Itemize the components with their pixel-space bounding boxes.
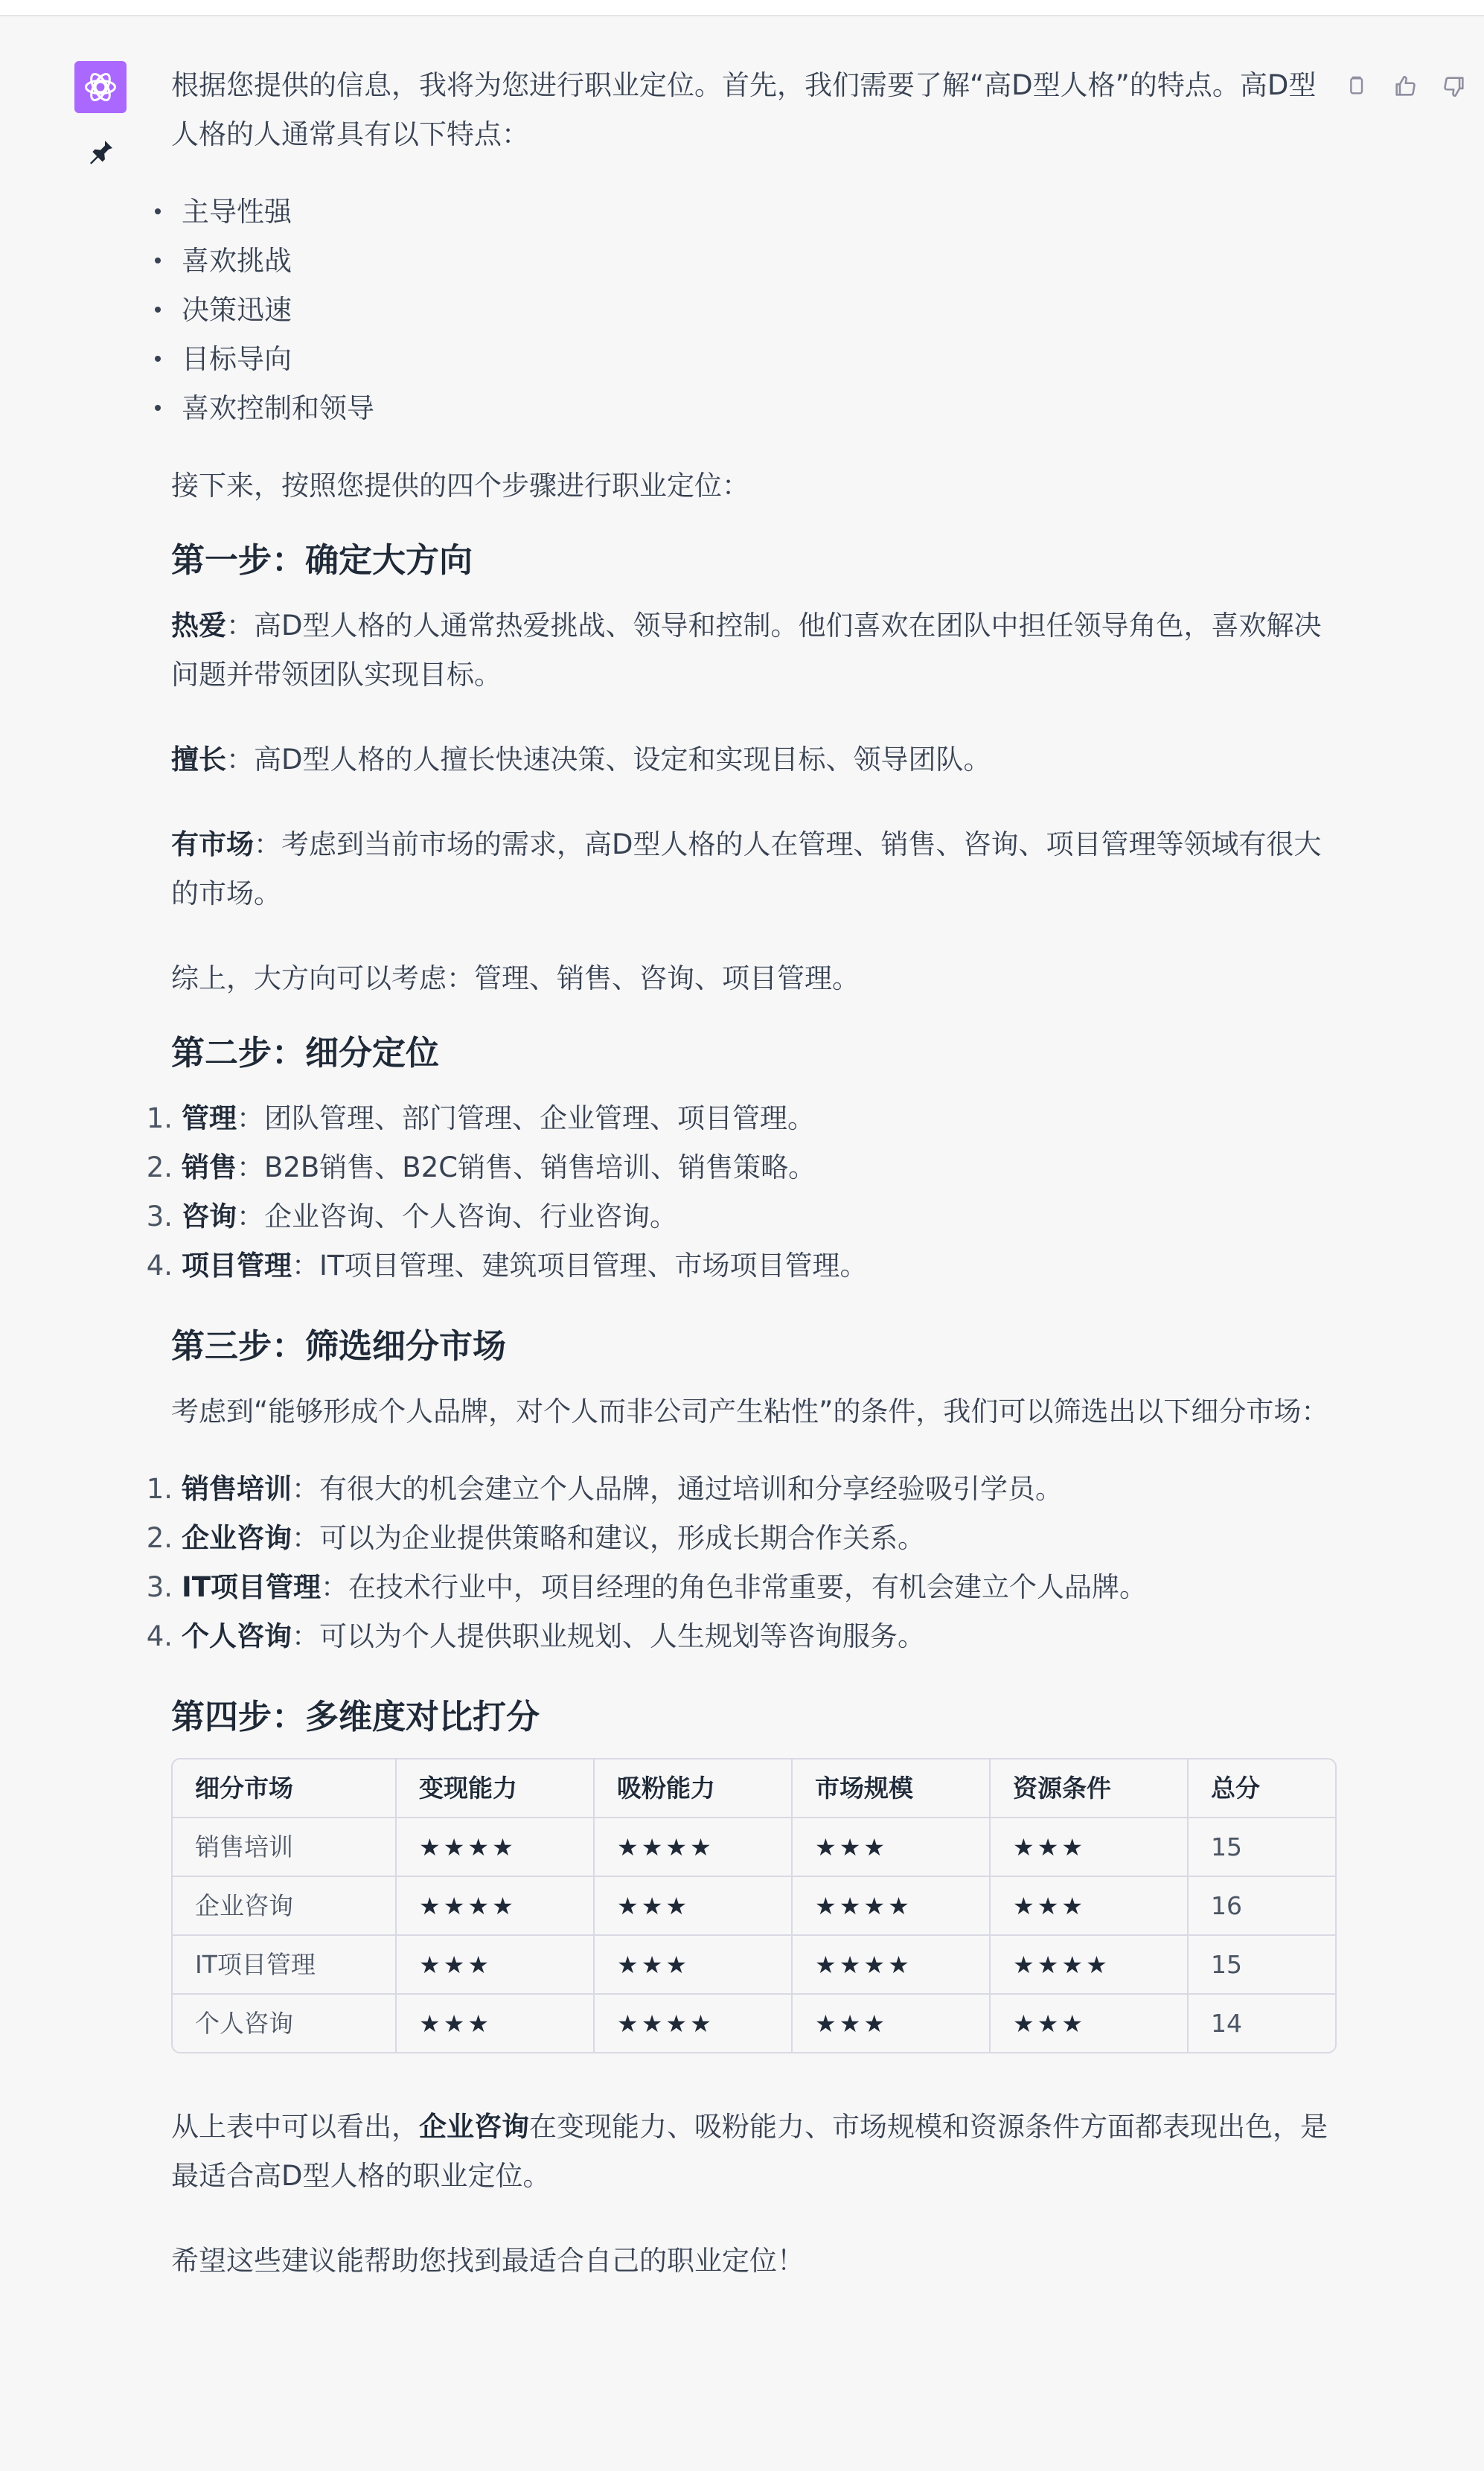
table-cell: 15	[1188, 1935, 1335, 1994]
list-item: 喜欢控制和领导	[143, 384, 1332, 433]
item-label: 管理	[182, 1102, 237, 1134]
list-number: 1.	[146, 1102, 173, 1134]
list-item	[143, 1514, 1332, 1563]
step1-item-love	[171, 601, 1332, 700]
table-header: 市场规模	[792, 1759, 990, 1818]
table-cell: ★★★	[396, 1935, 594, 1994]
table-row	[173, 1818, 1335, 1876]
conclusion-text	[171, 2103, 1332, 2201]
item-text: ：团队管理、部门管理、企业管理、项目管理。	[237, 1102, 815, 1134]
item-text: ：高D型人格的人通常热爱挑战、领导和控制。他们喜欢在团队中担任领导角色，喜欢解决问题并带领团队实现目标。	[171, 610, 1322, 691]
table-header: 变现能力	[396, 1759, 594, 1818]
item-text: ：企业咨询、个人咨询、行业咨询。	[237, 1201, 677, 1233]
list-item	[143, 1465, 1332, 1514]
list-item: 目标导向	[143, 335, 1332, 384]
copy-icon	[1344, 74, 1368, 98]
table-cell: ★★★★	[792, 1935, 990, 1994]
list-item	[143, 1094, 1332, 1143]
item-text: ：高D型人格的人擅长快速决策、设定和实现目标、领导团队。	[226, 744, 991, 776]
score-table	[173, 1759, 1335, 2052]
item-text: ：可以为个人提供职业规划、人生规划等咨询服务。	[292, 1620, 925, 1652]
table-header: 总分	[1188, 1759, 1335, 1818]
step3-heading: 第三步：筛选细分市场	[171, 1326, 507, 1366]
table-cell: ★★★★	[594, 1994, 792, 2052]
table-cell: ★★★	[594, 1876, 792, 1935]
table-header: 吸粉能力	[594, 1759, 792, 1818]
assistant-message	[146, 61, 1332, 2321]
item-label: 有市场	[171, 828, 254, 860]
thumbs-down-icon	[1442, 74, 1467, 99]
list-item: 主导性强	[143, 188, 1332, 237]
list-number: 2.	[146, 1151, 173, 1183]
item-label: 企业咨询	[182, 1522, 292, 1554]
table-cell: ★★★	[792, 1818, 990, 1876]
item-label: 项目管理	[182, 1250, 292, 1282]
item-text: ：可以为企业提供策略和建议，形成长期合作关系。	[292, 1522, 925, 1554]
table-cell: ★★★★	[396, 1818, 594, 1876]
list-item	[143, 1563, 1332, 1612]
table-cell: ★★★	[594, 1935, 792, 1994]
table-cell: IT项目管理	[173, 1935, 396, 1994]
table-header-row	[173, 1759, 1335, 1818]
table-row	[173, 1935, 1335, 1994]
item-text: ：B2B销售、B2C销售、销售培训、销售策略。	[237, 1151, 816, 1183]
list-number: 1.	[146, 1473, 173, 1505]
table-cell: ★★★	[990, 1994, 1188, 2052]
step1-item-market	[171, 820, 1332, 918]
item-text: ：考虑到当前市场的需求，高D型人格的人在管理、销售、咨询、项目管理等领域有很大的市场。	[171, 828, 1322, 910]
table-header: 细分市场	[173, 1759, 396, 1818]
list-item	[143, 1612, 1332, 1661]
table-cell: 15	[1188, 1818, 1335, 1876]
closing-text: 希望这些建议能帮助您找到最适合自己的职业定位！	[171, 2245, 805, 2277]
step4-heading: 第四步：多维度对比打分	[171, 1697, 540, 1736]
table-cell: ★★★★	[990, 1935, 1188, 1994]
list-number: 3.	[146, 1201, 173, 1233]
conclusion-post: 在变现能力、吸粉能力、市场规模和资源条件方面都表现出色，是最适合高D型人格的职业定位。	[171, 2111, 1328, 2192]
list-number: 2.	[146, 1522, 173, 1554]
table-cell: 16	[1188, 1876, 1335, 1935]
thumbs-up-button[interactable]	[1389, 70, 1421, 103]
table-cell: ★★★★	[396, 1876, 594, 1935]
thumbs-up-icon	[1392, 74, 1418, 99]
pin-icon[interactable]	[86, 137, 116, 167]
step3-lead: 考虑到“能够形成个人品牌，对个人而非公司产生粘性”的条件，我们可以筛选出以下细分市场：	[171, 1396, 1329, 1428]
item-text: ：在技术行业中，项目经理的角色非常重要，有机会建立个人品牌。	[321, 1571, 1148, 1603]
item-text: ：有很大的机会建立个人品牌，通过培训和分享经验吸引学员。	[292, 1473, 1063, 1505]
list-number: 3.	[146, 1571, 173, 1603]
thumbs-down-button[interactable]	[1438, 70, 1471, 103]
conclusion-highlight: 企业咨询	[419, 2111, 529, 2143]
item-text: ：IT项目管理、建筑项目管理、市场项目管理。	[292, 1250, 868, 1282]
table-cell: 销售培训	[173, 1818, 396, 1876]
table-cell: 企业咨询	[173, 1876, 396, 1935]
table-header: 资源条件	[990, 1759, 1188, 1818]
table-cell: ★★★	[792, 1994, 990, 2052]
item-label: 销售培训	[182, 1473, 292, 1505]
list-item	[143, 1241, 1332, 1291]
score-table-wrapper	[171, 1758, 1337, 2053]
step2-heading: 第二步：细分定位	[171, 1033, 440, 1073]
list-item	[143, 1192, 1332, 1241]
item-label: 热爱	[171, 610, 226, 642]
list-item	[143, 1143, 1332, 1192]
table-cell: ★★★	[396, 1994, 594, 2052]
step2-list	[143, 1094, 1332, 1291]
message-actions	[1340, 70, 1471, 103]
traits-list	[143, 188, 1332, 433]
item-label: 咨询	[182, 1201, 237, 1233]
intro-text: 根据您提供的信息，我将为您进行职业定位。首先，我们需要了解“高D型人格”的特点。高D型人格的人通常具有以下特点：	[171, 69, 1317, 150]
list-item: 决策迅速	[143, 286, 1332, 335]
table-cell: ★★★★	[594, 1818, 792, 1876]
transition-text: 接下来，按照您提供的四个步骤进行职业定位：	[171, 470, 749, 502]
step1-heading: 第一步：确定大方向	[171, 540, 473, 580]
item-label: 擅长	[171, 744, 226, 776]
copy-button[interactable]	[1340, 70, 1372, 103]
table-cell: ★★★	[990, 1818, 1188, 1876]
list-number: 4.	[146, 1620, 173, 1652]
step1-item-skill	[171, 735, 1332, 784]
assistant-avatar	[74, 61, 127, 113]
table-cell: 个人咨询	[173, 1994, 396, 2052]
step1-summary: 综上，大方向可以考虑：管理、销售、咨询、项目管理。	[171, 962, 860, 994]
table-row	[173, 1994, 1335, 2052]
item-label: 销售	[182, 1151, 237, 1183]
item-label: IT项目管理	[182, 1571, 322, 1603]
list-number: 4.	[146, 1250, 173, 1282]
table-cell: ★★★★	[792, 1876, 990, 1935]
table-cell: ★★★	[990, 1876, 1188, 1935]
step3-list	[143, 1465, 1332, 1661]
item-label: 个人咨询	[182, 1620, 292, 1652]
list-item: 喜欢挑战	[143, 237, 1332, 286]
conclusion-pre: 从上表中可以看出，	[171, 2111, 419, 2143]
table-cell: 14	[1211, 2008, 1242, 2038]
top-divider	[0, 0, 1484, 16]
table-row	[173, 1876, 1335, 1935]
openai-logo-icon	[81, 68, 120, 106]
